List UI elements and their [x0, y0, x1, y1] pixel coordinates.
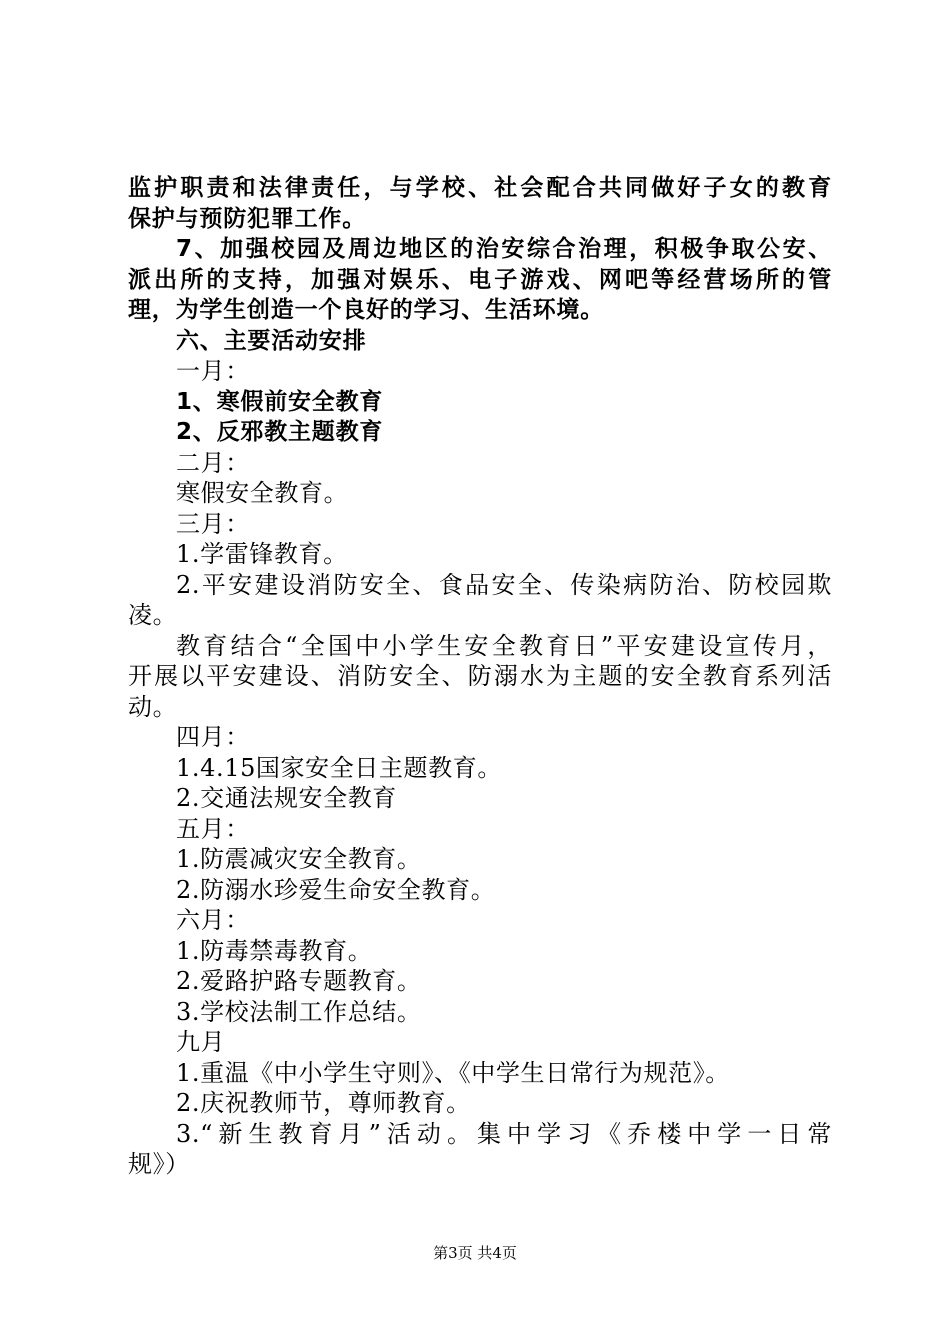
month-heading: 四月： — [176, 723, 250, 751]
list-item: 2.防溺水珍爱生命安全教育。 — [176, 875, 496, 904]
list-item: 1、寒假前安全教育 — [176, 388, 384, 415]
month-heading: 一月： — [176, 357, 250, 385]
paragraph-line: 教育结合“全国中小学生安全教育日”平安建设宣传月， — [176, 631, 832, 660]
list-item: 2.庆祝教师节，尊师教育。 — [176, 1089, 471, 1117]
list-item: 2.爱路护路专题教育。 — [176, 967, 422, 995]
list-item: 2、反邪教主题教育 — [176, 419, 384, 445]
list-item: 1.重温《中小学生守则》、《中学生日常行为规范》。 — [176, 1058, 730, 1087]
month-heading: 六月： — [176, 906, 250, 934]
paragraph-line: 开展以平安建设、消防安全、防溺水为主题的安全教育系列活 — [128, 662, 832, 690]
paragraph-line: 理，为学生创造一个良好的学习、生活环境。 — [128, 297, 604, 323]
section-heading: 六、主要活动安排 — [176, 327, 367, 354]
list-item: 1.4.15国家安全日主题教育。 — [176, 753, 502, 782]
paragraph-line: 监护职责和法律责任，与学校、社会配合共同做好子女的教育 — [128, 175, 832, 201]
month-heading: 二月： — [176, 448, 250, 477]
list-item-continuation: 凌。 — [128, 601, 178, 629]
month-heading: 五月： — [176, 814, 250, 843]
paragraph-line: 保护与预防犯罪工作。 — [128, 205, 366, 232]
page-number-footer: 第3页 共4页 — [433, 1244, 517, 1262]
paragraph-line: 派出所的支持，加强对娱乐、电子游戏、网吧等经营场所的管 — [128, 266, 832, 293]
paragraph-line: 7、加强校园及周边地区的治安综合治理，积极争取公安、 — [176, 236, 832, 262]
list-item: 1.防毒禁毒教育。 — [176, 936, 373, 965]
list-item: 2.平安建设消防安全、食品安全、传染病防治、防校园欺 — [176, 570, 832, 599]
list-item: 1.学雷锋教育。 — [176, 540, 348, 568]
list-item: 寒假安全教育。 — [176, 479, 349, 507]
month-heading: 三月： — [176, 509, 250, 538]
list-item: 3.“新生教育月”活动。集中学习《乔楼中学一日常 — [176, 1119, 832, 1148]
list-item-continuation: 规》） — [128, 1150, 190, 1178]
document-body — [128, 173, 832, 1180]
paragraph-line: 动。 — [128, 692, 178, 721]
month-heading: 九月 — [176, 1028, 226, 1056]
list-item: 2.交通法规安全教育 — [176, 784, 397, 812]
list-item: 3.学校法制工作总结。 — [176, 997, 422, 1026]
list-item: 1.防震减灾安全教育。 — [176, 845, 422, 873]
